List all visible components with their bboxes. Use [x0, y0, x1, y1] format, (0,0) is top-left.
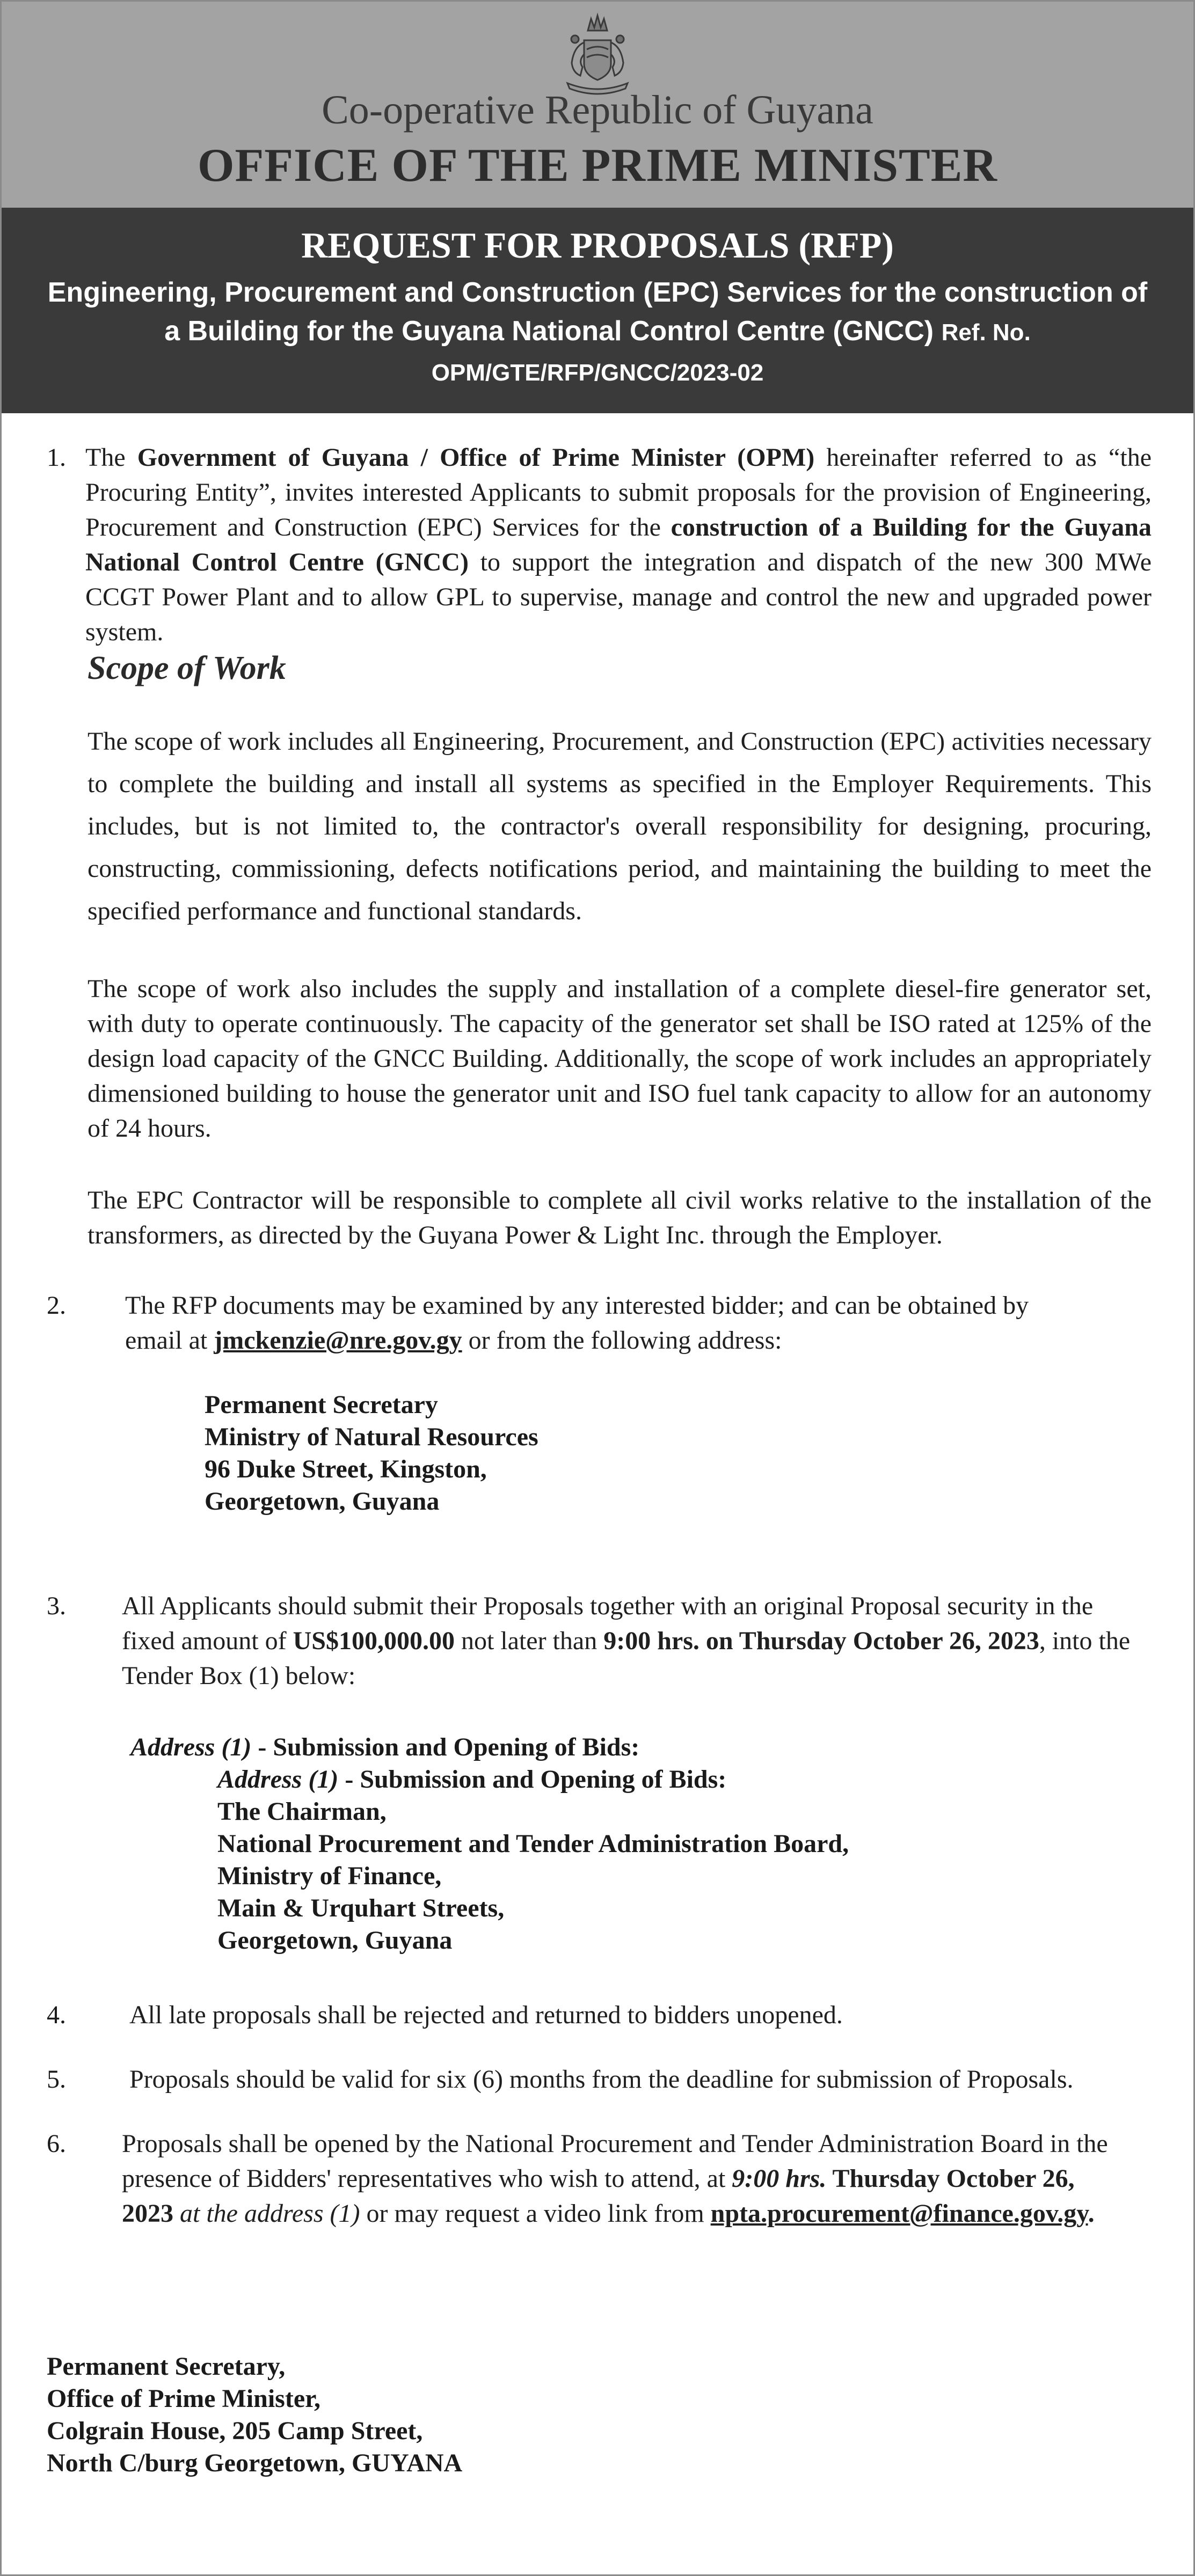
project-name: construction of a Building for the Guyana National Control Centre (GNCC): [85, 513, 1152, 576]
opening-date: Thursday October 26, 2023: [122, 2164, 1075, 2228]
address-1-heading: [130, 1731, 639, 1763]
rfp-title: REQUEST FOR PROPOSALS (RFP): [301, 225, 894, 266]
address-title: - Submission and Opening of Bids:: [338, 1765, 727, 1794]
address-line: Ministry of Natural Resources: [205, 1423, 538, 1451]
item-number: 6.: [47, 2129, 66, 2158]
address-line: Permanent Secretary: [205, 1391, 438, 1419]
signature-block: [47, 2351, 462, 2479]
scope-heading: Scope of Work: [88, 650, 286, 686]
tender-box-address: [217, 1763, 849, 1957]
address-line: The Chairman,: [217, 1797, 387, 1826]
item-6-text: [122, 2126, 1126, 2231]
item-3-t3: , into the Tender Box (1) below:: [122, 1627, 1131, 1690]
item-4-text: All late proposals shall be rejected and returned to bidders unopened.: [129, 2001, 843, 2029]
rfp-subtitle-text: Engineering, Procurement and Construction (EPC) Services for the construction of a Building for the Guyana National Control Centre (GNCC): [47, 277, 1148, 347]
office-name: OFFICE OF THE PRIME MINISTER: [198, 140, 997, 192]
address-line: Georgetown, Guyana: [217, 1926, 453, 1955]
item-number: 2.: [47, 1291, 66, 1320]
address-line: Ministry of Finance,: [217, 1862, 442, 1890]
coat-of-arms-icon: [560, 9, 635, 98]
item-2-t2: or from the following address:: [462, 1326, 782, 1355]
signature-line: North C/burg Georgetown, GUYANA: [47, 2449, 463, 2477]
procuring-entity: Government of Guyana / Office of Prime Minister (OPM): [137, 443, 815, 472]
item-2-text: [125, 1288, 1054, 1358]
item-1-t1: The: [85, 443, 137, 472]
address-title: - Submission and Opening of Bids:: [251, 1733, 640, 1761]
security-amount: US$100,000.00: [293, 1627, 455, 1655]
item-number: 4.: [47, 2001, 66, 2029]
item-1-t3: to support the integration and dispatch of the new 300 MWe CCGT Power Plant and to allow GPL to supervise, manage and control the new and upgraded power system.: [85, 548, 1152, 646]
item-number: 5.: [47, 2065, 66, 2094]
address-line: Main & Urquhart Streets,: [217, 1894, 505, 1922]
email-link[interactable]: jmckenzie@nre.gov.gy: [214, 1326, 462, 1355]
item-6-t2: at the address (1): [173, 2199, 360, 2228]
item-6-t1: Proposals shall be opened by the National Procurement and Tender Administration Board in the presence of Bidders' representatives who wish to attend, at: [122, 2129, 1108, 2193]
ref-label: Ref. No.: [941, 319, 1031, 346]
address-label: Address (1): [217, 1765, 339, 1794]
item-6-t4: .: [1088, 2199, 1095, 2228]
signature-line: Colgrain House, 205 Camp Street,: [47, 2417, 423, 2445]
address-label: Address (1): [130, 1733, 252, 1761]
item-3-t2: not later than: [454, 1627, 604, 1655]
address-1-subheading: [217, 1763, 849, 1796]
rfp-banner: [2, 208, 1193, 413]
item-6-t3: or may request a video link from: [360, 2199, 711, 2228]
item-3-text: [122, 1589, 1150, 1693]
address-line: National Procurement and Tender Administration Board,: [217, 1829, 849, 1858]
item-number: 1.: [47, 443, 66, 472]
npta-email-link[interactable]: npta.procurement@finance.gov.gy: [710, 2199, 1088, 2228]
ref-number: OPM/GTE/RFP/GNCC/2023-02: [431, 360, 764, 386]
address-line: 96 Duke Street, Kingston,: [205, 1455, 487, 1483]
address-line: Georgetown, Guyana: [205, 1487, 440, 1516]
submission-deadline: 9:00 hrs. on Thursday October 26, 2023: [603, 1627, 1039, 1655]
signature-line: Permanent Secretary,: [47, 2352, 286, 2381]
scope-paragraph-2: The scope of work also includes the supply and installation of a complete diesel-fire generator set, with duty to operate continuously. The capacity of the generator set shall be ISO rated at 125% of the design load capacity of the GNCC Building. Additionally, the scope of work includes an appropriately dimensioned building to house the generator unit and ISO fuel tank capacity to allow for an autonomy of 24 hours.: [88, 975, 1152, 1143]
item-1-text: [85, 440, 1152, 649]
republic-name: Co-operative Republic of Guyana: [322, 87, 873, 133]
rfp-subtitle: [39, 273, 1156, 392]
masthead: [2, 2, 1193, 208]
item-2-t1: The RFP documents may be examined by any interested bidder; and can be obtained by email at: [125, 1291, 1029, 1355]
signature-line: Office of Prime Minister,: [47, 2384, 321, 2413]
scope-paragraph-1: The scope of work includes all Engineering, Procurement, and Construction (EPC) activities necessary to complete the building and install all systems as specified in the Employer Requirements. This includes, but is not limited to, the contractor's overall responsibility for designing, procuring, constructing, commissioning, defects notifications period, and maintaining the building to meet the specified performance and functional standards.: [88, 727, 1152, 925]
item-5-text: Proposals should be valid for six (6) months from the deadline for submission of Proposals.: [129, 2065, 1074, 2094]
item-3-t1: All Applicants should submit their Proposals together with an original Proposal security in the fixed amount of: [122, 1592, 1094, 1655]
scope-paragraph-3: The EPC Contractor will be responsible to complete all civil works relative to the installation of the transformers, as directed by the Guyana Power & Light Inc. through the Employer.: [88, 1186, 1152, 1249]
rfp-documents-address: [205, 1389, 538, 1518]
item-number: 3.: [47, 1592, 66, 1620]
item-1-t2: hereinafter referred to as “the Procuring Entity”, invites interested Applicants to submit proposals for the provision of Engineering, Procurement and Construction (EPC) Services for the: [85, 443, 1152, 541]
opening-time: 9:00 hrs.: [732, 2164, 827, 2193]
